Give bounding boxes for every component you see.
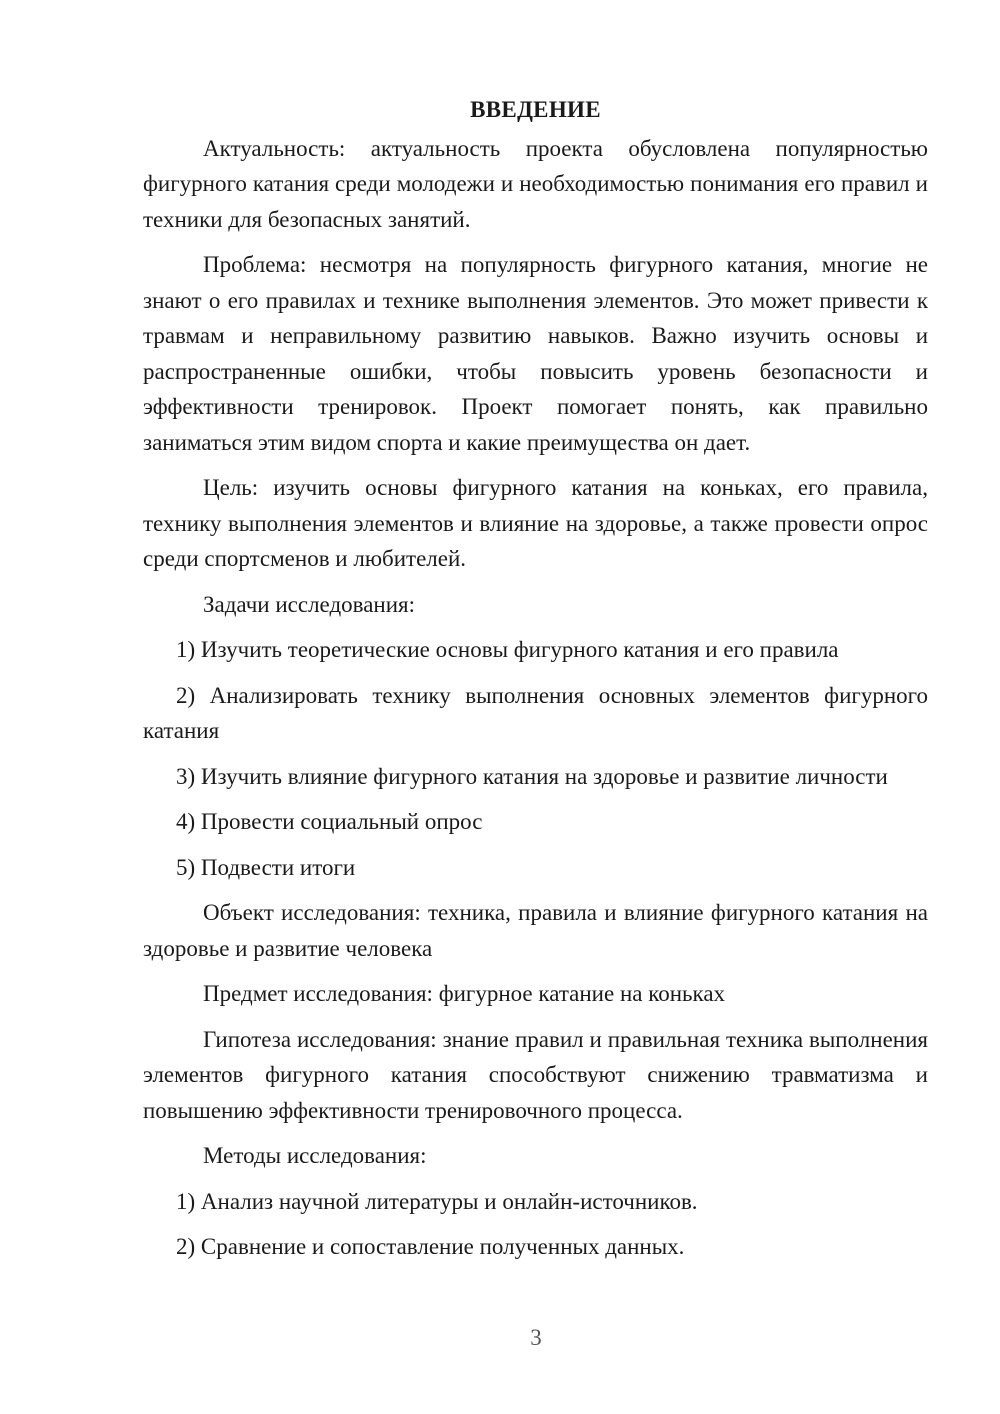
- task-item-5: 5) Подвести итоги: [176, 854, 356, 880]
- document-page: [143, 92, 928, 1275]
- task-item-2: 2) Анализировать технику выполнения основных элементов фигурного катания: [143, 682, 928, 743]
- tasks-heading: Задачи исследования:: [203, 591, 416, 617]
- methods-heading: Методы исследования:: [203, 1143, 427, 1168]
- task-item-4: 4) Провести социальный опрос: [176, 809, 483, 834]
- relevance-paragraph: Актуальность: актуальность проекта обусловлена популярностью фигурного катания среди молодежи и необходимостью понимания его правил и техники для безопасных занятий.: [143, 135, 928, 232]
- subject-paragraph: Предмет исследования: фигурное катание на коньках: [203, 981, 726, 1006]
- page-number: 3: [530, 1325, 542, 1350]
- page-title: ВВЕДЕНИЕ: [470, 97, 601, 122]
- object-paragraph: Объект исследования: техника, правила и влияние фигурного катания на здоровье и развитие человека: [143, 900, 928, 961]
- method-item-1: 1) Анализ научной литературы и онлайн-источников.: [176, 1188, 698, 1214]
- method-item-2: 2) Сравнение и сопоставление полученных данных.: [176, 1234, 685, 1259]
- task-item-1: 1) Изучить теоретические основы фигурного катания и его правила: [176, 637, 839, 662]
- problem-paragraph: Проблема: несмотря на популярность фигурного катания, многие не знают о его правилах и технике выполнения элементов. Это может привести к травмам и неправильному развитию навыков. Важно изучить основы и распространенные ошибки, чтобы повысить уровень безопасности и эффективности тренировок. Проект помогает понять, как правильно заниматься этим видом спорта и какие преимущества он дает.: [143, 252, 928, 455]
- hypothesis-paragraph: Гипотеза исследования: знание правил и правильная техника выполнения элементов фигурного катания способствуют снижению травматизма и повышению эффективности тренировочного процесса.: [143, 1026, 928, 1123]
- goal-paragraph: Цель: изучить основы фигурного катания на коньках, его правила, технику выполнения элементов и влияние на здоровье, а также провести опрос среди спортсменов и любителей.: [143, 475, 928, 571]
- task-item-3: 3) Изучить влияние фигурного катания на здоровье и развитие личности: [176, 763, 888, 789]
